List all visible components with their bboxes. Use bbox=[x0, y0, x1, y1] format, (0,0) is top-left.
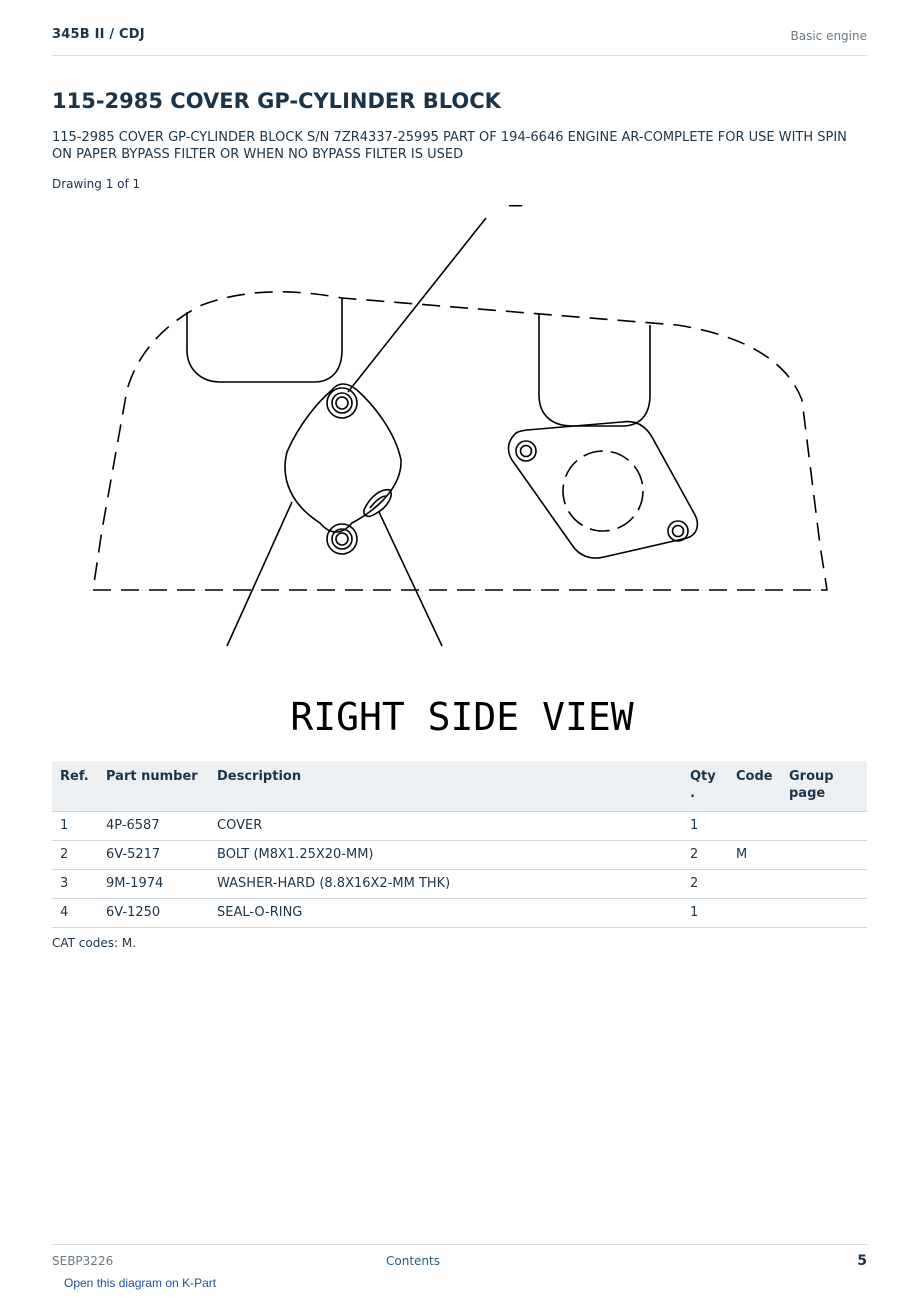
cell-part-number: 9M-1974 bbox=[98, 870, 209, 899]
cell-description: COVER bbox=[209, 812, 682, 841]
cell-part-number: 6V-5217 bbox=[98, 841, 209, 870]
cell-description: SEAL-O-RING bbox=[209, 899, 682, 928]
cell-part-number: 6V-1250 bbox=[98, 899, 209, 928]
col-code: Code bbox=[728, 761, 781, 812]
cell-qty: 1 bbox=[682, 812, 728, 841]
cell-ref: 1 bbox=[52, 812, 98, 841]
cell-code bbox=[728, 870, 781, 899]
model-breadcrumb: 345B II / CDJ bbox=[52, 27, 145, 42]
cell-qty: 2 bbox=[682, 841, 728, 870]
left-cavity bbox=[187, 298, 342, 382]
cell-group-page bbox=[781, 899, 867, 928]
leader-line-1 bbox=[348, 218, 486, 392]
cell-code bbox=[728, 899, 781, 928]
table-row bbox=[52, 870, 867, 899]
cell-description: WASHER-HARD (8.8X16X2-MM THK) bbox=[209, 870, 682, 899]
cell-group-page bbox=[781, 812, 867, 841]
filter-flange bbox=[508, 422, 697, 559]
cell-part-number: 4P-6587 bbox=[98, 812, 209, 841]
cell-group-page bbox=[781, 841, 867, 870]
drawing-label: Drawing 1 of 1 bbox=[52, 177, 141, 191]
cell-description: BOLT (M8X1.25X20-MM) bbox=[209, 841, 682, 870]
leader-line-3 bbox=[379, 512, 442, 646]
contents-link[interactable]: Contents bbox=[386, 1254, 440, 1268]
leader-line-2 bbox=[227, 502, 292, 646]
col-qty: Qty . bbox=[682, 761, 728, 812]
page-title: 115-2985 COVER GP-CYLINDER BLOCK bbox=[52, 89, 501, 113]
table-row bbox=[52, 812, 867, 841]
table-header-row bbox=[52, 761, 867, 812]
part-description: 115-2985 COVER GP-CYLINDER BLOCK S/N 7ZR4337-25995 PART OF 194-6646 ENGINE AR-COMPLETE FOR USE WITH SPIN ON PAPER BYPASS FILTER OR WHEN NO BYPASS FILTER IS USED bbox=[52, 130, 847, 162]
col-group-page: Group page bbox=[781, 761, 867, 812]
cell-group-page bbox=[781, 870, 867, 899]
cell-code: M bbox=[728, 841, 781, 870]
page-header bbox=[52, 27, 867, 56]
page-footer bbox=[52, 1244, 867, 1275]
table-row bbox=[52, 899, 867, 928]
parts-diagram bbox=[52, 190, 867, 750]
diagram-caption: RIGHT SIDE VIEW bbox=[290, 695, 634, 739]
col-description: Description bbox=[209, 761, 682, 812]
right-cavity bbox=[539, 314, 650, 426]
cell-code bbox=[728, 812, 781, 841]
cat-codes-note: CAT codes: M. bbox=[52, 936, 137, 950]
cell-qty: 1 bbox=[682, 899, 728, 928]
parts-table bbox=[52, 761, 867, 928]
col-ref: Ref. bbox=[52, 761, 98, 812]
block-outline bbox=[93, 292, 827, 590]
section-name: Basic engine bbox=[790, 29, 867, 43]
document-code: SEBP3226 bbox=[52, 1254, 114, 1268]
cover-plate bbox=[285, 384, 401, 532]
leader-tag: – bbox=[509, 193, 523, 218]
kpart-link[interactable]: Open this diagram on K-Part bbox=[64, 1276, 217, 1290]
cell-ref: 4 bbox=[52, 899, 98, 928]
cell-ref: 3 bbox=[52, 870, 98, 899]
page-number: 5 bbox=[857, 1253, 867, 1269]
col-part-number: Part number bbox=[98, 761, 209, 812]
cell-qty: 2 bbox=[682, 870, 728, 899]
cell-ref: 2 bbox=[52, 841, 98, 870]
table-row bbox=[52, 841, 867, 870]
